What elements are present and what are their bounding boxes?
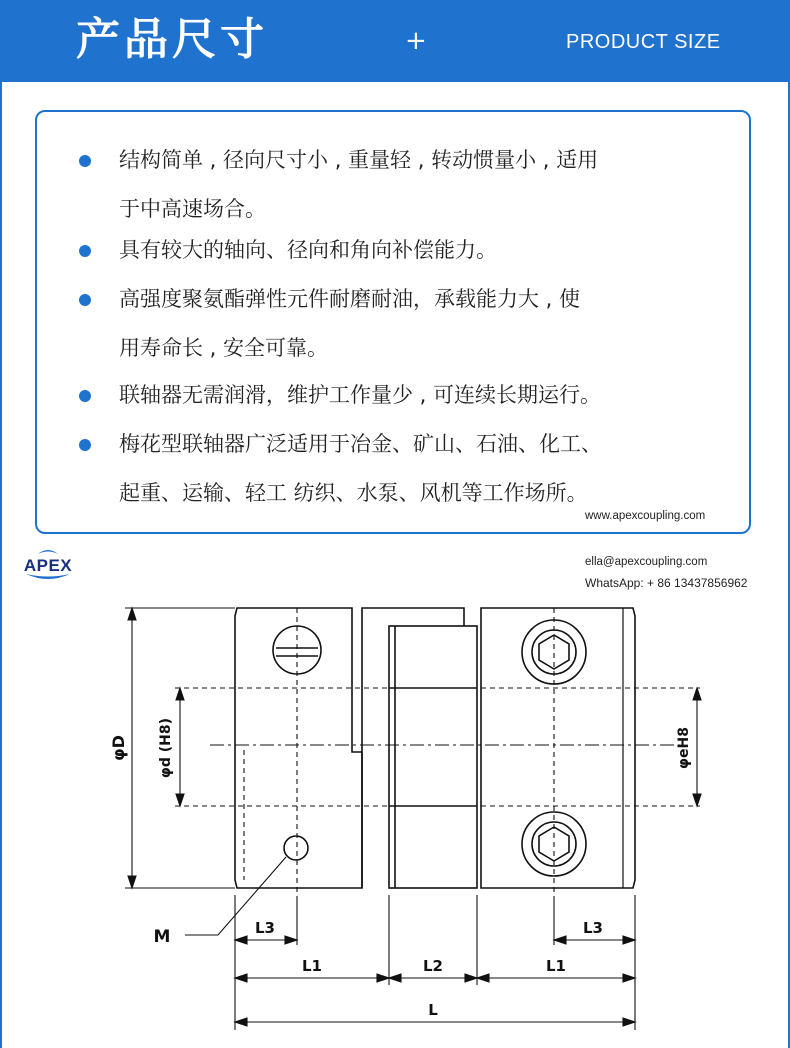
dimension-drawing — [0, 590, 790, 1048]
feature-line: 用寿命长 , 安全可靠。 — [119, 336, 329, 360]
label-L: L — [428, 1001, 438, 1019]
label-phie: φeH8 — [676, 727, 692, 769]
feature-line: 于中高速场合。 — [119, 197, 266, 221]
bullet-icon — [79, 155, 91, 167]
features-box — [35, 110, 751, 534]
tapped-hole-icon — [284, 836, 308, 860]
email-link[interactable]: ella@apexcoupling.com — [585, 556, 708, 568]
label-L1-left: L1 — [302, 957, 322, 975]
website-link[interactable]: www.apexcoupling.com — [585, 510, 706, 522]
feature-line: 起重、运输、轻工 纺织、水泵、风机等工作场所。 — [119, 481, 588, 505]
title-en: PRODUCT SIZE — [566, 31, 721, 53]
feature-line: 高强度聚氨酯弹性元件耐磨耐油，承载能力大 , 使 — [119, 287, 581, 311]
label-M: M — [153, 927, 171, 947]
label-phid: φd (H8) — [158, 717, 174, 779]
label-L2: L2 — [423, 957, 443, 975]
header-banner — [0, 0, 790, 82]
apex-logo — [16, 544, 80, 584]
label-phiD: φD — [109, 735, 128, 761]
feature-line: 具有较大的轴向、径向和角向补偿能力。 — [119, 238, 497, 262]
feature-line: 梅花型联轴器广泛适用于冶金、矿山、石油、化工、 — [119, 432, 602, 456]
bullet-icon — [79, 294, 91, 306]
bullet-icon — [79, 245, 91, 257]
logo-text: APEX — [23, 556, 73, 575]
label-L3-left: L3 — [255, 919, 275, 937]
feature-line: 结构简单 , 径向尺寸小 , 重量轻 , 转动惯量小 , 适用 — [119, 148, 599, 172]
label-L1-right: L1 — [546, 957, 566, 975]
bullet-icon — [79, 439, 91, 451]
whatsapp-contact: WhatsApp: + 86 13437856962 — [585, 576, 748, 590]
title-cn: 产品尺寸 — [76, 14, 268, 65]
spider-outline — [389, 626, 477, 888]
bullet-icon — [79, 390, 91, 402]
label-L3-right: L3 — [583, 919, 603, 937]
right-hub-outline — [481, 608, 635, 888]
left-hub-outline — [235, 608, 362, 888]
feature-line: 联轴器无需润滑，维护工作量少 , 可连续长期运行。 — [119, 383, 602, 407]
plus-icon: + — [405, 26, 427, 56]
